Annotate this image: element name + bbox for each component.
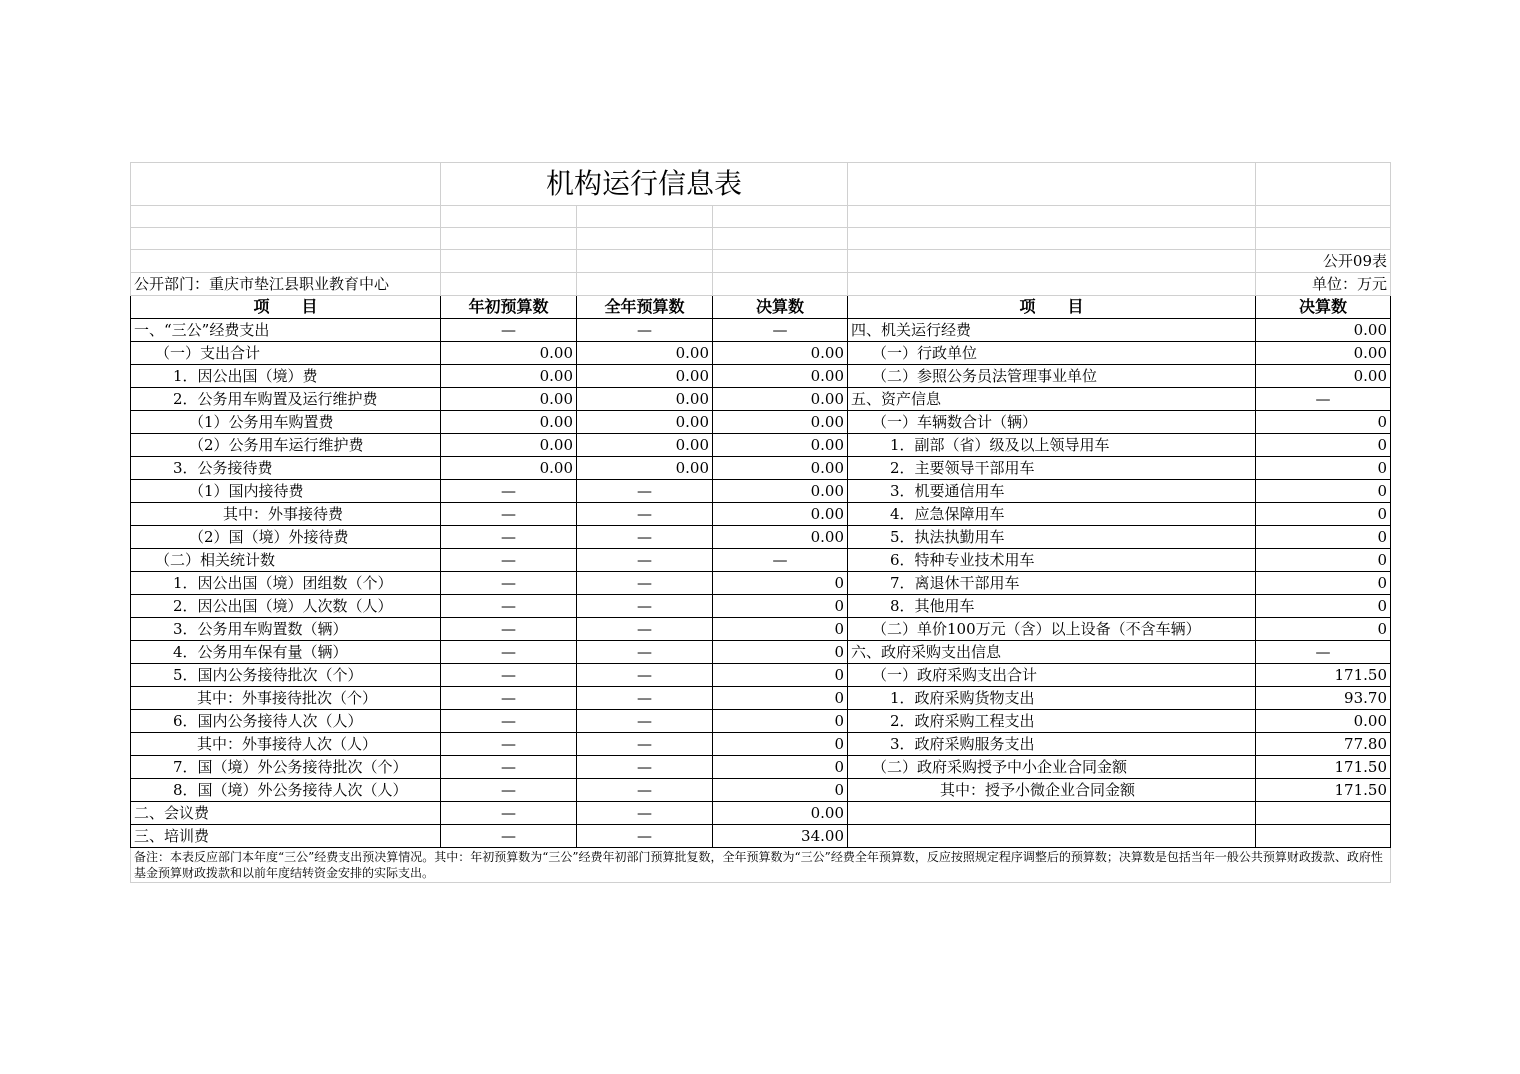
row-item-right: 7．离退休干部用车 <box>848 572 1256 595</box>
row-full-year-budget: — <box>577 480 713 503</box>
row-final-right: 0 <box>1256 503 1391 526</box>
row-item-left: 2．因公出国（境）人次数（人） <box>131 595 441 618</box>
row-final-right: 0 <box>1256 457 1391 480</box>
row-item-left: 3．公务接待费 <box>131 457 441 480</box>
table-row <box>131 503 1391 526</box>
form-number-row <box>131 250 1391 273</box>
row-final-right <box>1256 802 1391 825</box>
row-item-right: （二）单价100万元（含）以上设备（不含车辆） <box>848 618 1256 641</box>
table-row <box>131 825 1391 848</box>
row-final-right: 0 <box>1256 549 1391 572</box>
header-final: 决算数 <box>713 296 848 319</box>
row-item-right: 6．特种专业技术用车 <box>848 549 1256 572</box>
row-item-left: 5．国内公务接待批次（个） <box>131 664 441 687</box>
row-final: 0 <box>713 595 848 618</box>
row-item-right: 3．机要通信用车 <box>848 480 1256 503</box>
row-final: 0.00 <box>713 457 848 480</box>
row-item-right: （一）车辆数合计（辆） <box>848 411 1256 434</box>
row-item-left: （1）公务用车购置费 <box>131 411 441 434</box>
table-row <box>131 802 1391 825</box>
table-row <box>131 779 1391 802</box>
row-final-right: 0.00 <box>1256 365 1391 388</box>
row-full-year-budget: — <box>577 664 713 687</box>
row-final: 0 <box>713 733 848 756</box>
table-row <box>131 572 1391 595</box>
row-initial-budget: — <box>441 319 577 342</box>
row-full-year-budget: — <box>577 641 713 664</box>
row-initial-budget: — <box>441 802 577 825</box>
row-item-right: （一）行政单位 <box>848 342 1256 365</box>
row-item-left: （2）国（境）外接待费 <box>131 526 441 549</box>
row-initial-budget: — <box>441 480 577 503</box>
header-item: 项 目 <box>131 296 441 319</box>
row-final: 0 <box>713 687 848 710</box>
row-initial-budget: 0.00 <box>441 342 577 365</box>
table-row <box>131 710 1391 733</box>
header-full-year-budget: 全年预算数 <box>577 296 713 319</box>
row-item-left: （2）公务用车运行维护费 <box>131 434 441 457</box>
row-final: 0 <box>713 664 848 687</box>
table-row <box>131 411 1391 434</box>
row-full-year-budget: — <box>577 779 713 802</box>
row-final-right: 0 <box>1256 526 1391 549</box>
row-final: 0.00 <box>713 342 848 365</box>
row-full-year-budget: — <box>577 825 713 848</box>
header-final-right: 决算数 <box>1256 296 1391 319</box>
row-final: 0.00 <box>713 388 848 411</box>
row-full-year-budget: — <box>577 802 713 825</box>
row-full-year-budget: — <box>577 503 713 526</box>
row-full-year-budget: 0.00 <box>577 342 713 365</box>
row-full-year-budget: — <box>577 733 713 756</box>
row-full-year-budget: — <box>577 526 713 549</box>
row-item-left: 7．国（境）外公务接待批次（个） <box>131 756 441 779</box>
row-final: 0.00 <box>713 802 848 825</box>
row-final-right: 0 <box>1256 434 1391 457</box>
row-full-year-budget: — <box>577 618 713 641</box>
page-title: 机构运行信息表 <box>441 163 848 206</box>
row-full-year-budget: — <box>577 319 713 342</box>
row-final-right <box>1256 825 1391 848</box>
table-row <box>131 342 1391 365</box>
note-row <box>131 848 1391 883</box>
row-item-left: 1．因公出国（境）费 <box>131 365 441 388</box>
row-full-year-budget: — <box>577 549 713 572</box>
row-item-left: 其中：外事接待费 <box>131 503 441 526</box>
row-initial-budget: 0.00 <box>441 388 577 411</box>
table-row <box>131 687 1391 710</box>
table-row <box>131 618 1391 641</box>
row-item-left: 4．公务用车保有量（辆） <box>131 641 441 664</box>
row-initial-budget: 0.00 <box>441 434 577 457</box>
row-final-right: 0 <box>1256 411 1391 434</box>
report-sheet <box>130 162 1390 883</box>
row-item-left: 3．公务用车购置数（辆） <box>131 618 441 641</box>
row-final-right: 171.50 <box>1256 779 1391 802</box>
row-item-right: （二）参照公务员法管理事业单位 <box>848 365 1256 388</box>
header-initial-budget: 年初预算数 <box>441 296 577 319</box>
row-final-right: 0.00 <box>1256 319 1391 342</box>
row-full-year-budget: 0.00 <box>577 411 713 434</box>
row-final: 34.00 <box>713 825 848 848</box>
row-full-year-budget: — <box>577 595 713 618</box>
table-row <box>131 480 1391 503</box>
row-final-right: 0 <box>1256 480 1391 503</box>
table-row <box>131 595 1391 618</box>
row-final-right: 0.00 <box>1256 710 1391 733</box>
row-initial-budget: — <box>441 779 577 802</box>
row-final-right: 0.00 <box>1256 342 1391 365</box>
row-item-left: 6．国内公务接待人次（人） <box>131 710 441 733</box>
row-full-year-budget: — <box>577 756 713 779</box>
row-item-right: （一）政府采购支出合计 <box>848 664 1256 687</box>
row-item-left: 其中：外事接待批次（个） <box>131 687 441 710</box>
row-initial-budget: — <box>441 618 577 641</box>
row-item-left: （一）支出合计 <box>131 342 441 365</box>
row-item-right: 1．政府采购货物支出 <box>848 687 1256 710</box>
blank-row <box>131 228 1391 250</box>
row-final-right: — <box>1256 388 1391 411</box>
row-initial-budget: — <box>441 710 577 733</box>
row-item-right <box>848 825 1256 848</box>
row-final: 0 <box>713 618 848 641</box>
row-initial-budget: — <box>441 664 577 687</box>
table-row <box>131 434 1391 457</box>
row-item-right: 3．政府采购服务支出 <box>848 733 1256 756</box>
row-final-right: 0 <box>1256 572 1391 595</box>
table-row <box>131 733 1391 756</box>
institution-operation-table <box>130 162 1391 883</box>
department-label: 公开部门：重庆市垫江县职业教育中心 <box>131 273 441 296</box>
row-item-right: 2．主要领导干部用车 <box>848 457 1256 480</box>
department-row <box>131 273 1391 296</box>
row-item-right: 四、机关运行经费 <box>848 319 1256 342</box>
row-final: — <box>713 319 848 342</box>
row-final-right: 0 <box>1256 595 1391 618</box>
row-item-right: 5．执法执勤用车 <box>848 526 1256 549</box>
row-final: 0.00 <box>713 526 848 549</box>
row-item-left: 2．公务用车购置及运行维护费 <box>131 388 441 411</box>
table-row <box>131 388 1391 411</box>
row-final: 0 <box>713 756 848 779</box>
row-item-right: 其中：授予小微企业合同金额 <box>848 779 1256 802</box>
row-item-right: 1．副部（省）级及以上领导用车 <box>848 434 1256 457</box>
row-full-year-budget: — <box>577 572 713 595</box>
row-item-right: 8．其他用车 <box>848 595 1256 618</box>
row-initial-budget: — <box>441 733 577 756</box>
row-initial-budget: — <box>441 687 577 710</box>
row-final-right: 171.50 <box>1256 756 1391 779</box>
row-final-right: 93.70 <box>1256 687 1391 710</box>
row-full-year-budget: 0.00 <box>577 457 713 480</box>
table-row <box>131 319 1391 342</box>
row-initial-budget: — <box>441 641 577 664</box>
row-item-right <box>848 802 1256 825</box>
row-initial-budget: — <box>441 595 577 618</box>
row-final: 0 <box>713 779 848 802</box>
row-final-right: 171.50 <box>1256 664 1391 687</box>
row-initial-budget: 0.00 <box>441 411 577 434</box>
row-full-year-budget: — <box>577 687 713 710</box>
table-row <box>131 756 1391 779</box>
row-final: 0 <box>713 710 848 733</box>
row-final-right: — <box>1256 641 1391 664</box>
row-initial-budget: — <box>441 825 577 848</box>
table-row <box>131 526 1391 549</box>
row-item-right: 五、资产信息 <box>848 388 1256 411</box>
row-item-right: 2．政府采购工程支出 <box>848 710 1256 733</box>
row-item-left: 其中：外事接待人次（人） <box>131 733 441 756</box>
table-row <box>131 365 1391 388</box>
row-item-left: 一、“三公”经费支出 <box>131 319 441 342</box>
row-initial-budget: — <box>441 756 577 779</box>
row-final: 0.00 <box>713 434 848 457</box>
row-initial-budget: 0.00 <box>441 457 577 480</box>
row-final: 0.00 <box>713 365 848 388</box>
row-item-left: 二、会议费 <box>131 802 441 825</box>
footnote: 备注：本表反应部门本年度“三公”经费支出预决算情况。其中：年初预算数为“三公”经费年初部门预算批复数，全年预算数为“三公”经费全年预算数，反应按照规定程序调整后的预算数；决算数是包括当年一般公共预算财政拨款、政府性基金预算财政拨款和以前年度结转资金安排的实际支出。 <box>131 848 1391 883</box>
row-initial-budget: — <box>441 526 577 549</box>
table-row <box>131 664 1391 687</box>
row-full-year-budget: 0.00 <box>577 434 713 457</box>
row-item-right: 六、政府采购支出信息 <box>848 641 1256 664</box>
row-full-year-budget: 0.00 <box>577 365 713 388</box>
unit-label: 单位：万元 <box>1256 273 1391 296</box>
header-row <box>131 296 1391 319</box>
row-item-right: （二）政府采购授予中小企业合同金额 <box>848 756 1256 779</box>
table-row <box>131 641 1391 664</box>
table-row <box>131 549 1391 572</box>
row-final: 0.00 <box>713 411 848 434</box>
row-item-left: 8．国（境）外公务接待人次（人） <box>131 779 441 802</box>
row-final: 0.00 <box>713 480 848 503</box>
blank-row <box>131 206 1391 228</box>
row-initial-budget: 0.00 <box>441 365 577 388</box>
row-initial-budget: — <box>441 572 577 595</box>
table-row <box>131 457 1391 480</box>
row-item-right: 4．应急保障用车 <box>848 503 1256 526</box>
form-number: 公开09表 <box>1256 250 1391 273</box>
row-item-left: 1．因公出国（境）团组数（个） <box>131 572 441 595</box>
row-final-right: 0 <box>1256 618 1391 641</box>
header-item-right: 项 目 <box>848 296 1256 319</box>
row-item-left: 三、培训费 <box>131 825 441 848</box>
title-row <box>131 163 1391 206</box>
row-full-year-budget: 0.00 <box>577 388 713 411</box>
row-final-right: 77.80 <box>1256 733 1391 756</box>
row-initial-budget: — <box>441 503 577 526</box>
row-initial-budget: — <box>441 549 577 572</box>
row-item-left: （1）国内接待费 <box>131 480 441 503</box>
row-final: 0 <box>713 572 848 595</box>
row-final: 0.00 <box>713 503 848 526</box>
row-final: 0 <box>713 641 848 664</box>
row-item-left: （二）相关统计数 <box>131 549 441 572</box>
row-final: — <box>713 549 848 572</box>
row-full-year-budget: — <box>577 710 713 733</box>
